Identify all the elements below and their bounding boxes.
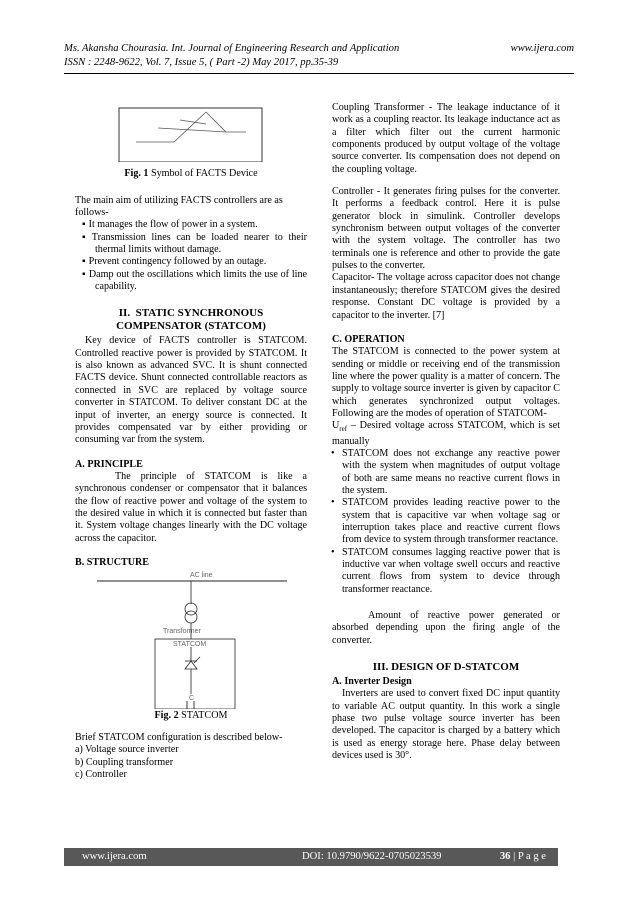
fig1-caption xyxy=(75,168,307,180)
left-column xyxy=(75,100,307,781)
page-number: 36 xyxy=(499,851,511,862)
mode-text: STATCOM does not exchange any reactive power with the system when magnitudes of output voltage of both are same means no reactive current flows in the system. xyxy=(342,447,560,496)
facts-aim: The main aim of utilizing FACTS controllers are as follows- xyxy=(75,194,283,219)
fig1-figure xyxy=(118,100,307,166)
transformer-label: Transformer xyxy=(163,628,201,636)
section2-title xyxy=(75,307,307,333)
issn-line: ISSN : 2248-9622, Vol. 7, Issue 5, ( Part -2) May 2017, pp.35-39 xyxy=(64,56,339,68)
page-header xyxy=(64,42,574,69)
list-item: ▪ Prevent contingency followed by an outage. xyxy=(75,256,307,268)
brief-config: Brief STATCOM configuration is described below- xyxy=(75,731,283,743)
footer-doi[interactable]: DOI: 10.9790/9622-0705023539 xyxy=(302,851,442,862)
coupling-transformer-para: Coupling Transformer - The leakage inductance of it work as a coupling reactor. Its leakage inductance act as a filter which filter out the current harmonic components produced by output voltage of the voltage source converter. Its compensation does not depend on the coupling voltage. xyxy=(332,102,560,175)
bullet-icon: • xyxy=(331,447,335,459)
principle-body: The principle of STATCOM is like a synchronous condenser or compensator that it balances the flow of reactive power and voltage of the system to the desired value in which it is connected but faster than it. System voltage changes linearly with the DC voltage across the capacitor. xyxy=(75,470,307,544)
principle-heading: A. PRINCIPLE xyxy=(75,458,143,470)
structure-heading: B. STRUCTURE xyxy=(75,556,150,568)
mode-text: STATCOM consumes lagging reactive power that is inductive var when voltage swell occurs and reactive current flows from system to device through transformer reactance. xyxy=(342,546,560,595)
footer-page xyxy=(500,848,558,866)
capacitor-para: Capacitor- The voltage across capacitor does not change instantaneously; therefore STATCOM gives the desired response. Constant DC voltage is provided by a capacitor to the inverter. [7] xyxy=(332,272,560,321)
page-footer xyxy=(64,848,558,866)
uref-symbol: U xyxy=(332,420,340,432)
uref-subscript: ref xyxy=(339,425,348,434)
list-item: b) Coupling transformer xyxy=(75,756,174,768)
operation-body: The STATCOM is connected to the power system at sending or middle or receiving end of the transmission line where the power quality is a matter of concern. The supply to voltage source inverter is given by capacitor C which generates synchronized output voltages. Following are the modes of operation of STATCOM- xyxy=(332,346,560,419)
statcom-label: STATCOM xyxy=(173,641,207,649)
operation-modes-list xyxy=(332,448,560,596)
inverter-body: Inverters are used to convert fixed DC input quantity to variable AC output quantity. In this work a single phase two pulse voltage source inverter has been developed. The capacitor is charged by a battery which is used as energy storage here. Phase delay between devices used is 30°. xyxy=(332,688,560,762)
bullet-icon: • xyxy=(331,497,335,509)
statcom-diagram xyxy=(97,569,287,709)
controller-para: Controller - It generates firing pulses for the converter. It performs a feedback control. Here it is pulse generator block in simulink. Controller develops synchronism between output voltages of the converter with the system voltage. The controller has two terminals one is reference and other to provide the gate pulses to the converter. xyxy=(332,186,560,272)
list-item: c) Controller xyxy=(75,769,127,780)
inverter-heading: A. Inverter Design xyxy=(332,676,412,688)
amount-para: Amount of reactive power generated or absorbed depending upon the firing angle of the converter. xyxy=(332,610,560,646)
journal-website[interactable]: www.ijera.com xyxy=(510,43,574,54)
section2-body: Key device of FACTS controller is STATCOM. Controlled reactive power is provided by STATCOM. It is also known as advanced SVC. It is shunt connected FACTS device. Shunt connected controllable reactors as connected in SVC are replaced by voltage source converter in STATCOM. To deliver constant DC at the input of inverter, an energy source is connected. It provides compensated var by either providing or consuming var from the system. xyxy=(75,335,307,446)
facts-aims-list xyxy=(75,219,307,293)
journal-title: Ms. Akansha Chourasia. Int. Journal of Engineering Research and Application xyxy=(64,43,400,54)
page-word: | P a g e xyxy=(510,851,546,862)
fig2-figure xyxy=(97,569,307,713)
facts-symbol-diagram xyxy=(118,100,264,162)
footer-website[interactable]: www.ijera.com xyxy=(82,851,147,862)
section2-title-line2: COMPENSATOR (STATCOM) xyxy=(116,320,266,333)
list-item xyxy=(332,497,560,546)
ac-line-label: AC line xyxy=(190,572,213,580)
mode-text: STATCOM provides leading reactive power to the system that is capacitive var when voltage sag or interruption takes place and reactive current flows from device to system through transformer reactance. xyxy=(342,497,560,546)
fig2-label: Fig. 2 xyxy=(154,709,179,721)
list-item: ▪ Transmission lines can be loaded nearer to their thermal limits without damage. xyxy=(75,232,307,257)
fig1-label: Fig. 1 xyxy=(124,168,149,180)
fig2-caption-text: STATCOM xyxy=(181,709,228,721)
fig1-caption-text: Symbol of FACTS Device xyxy=(151,168,258,180)
section2-title-line1: II. STATIC SYNCHRONOUS xyxy=(118,307,264,320)
capacitor-label: C xyxy=(189,695,195,703)
list-item: ▪ It manages the flow of power in a system. xyxy=(75,219,307,231)
right-column xyxy=(332,102,560,763)
header-divider xyxy=(64,73,574,74)
section3-title: III. DESIGN OF D-STATCOM xyxy=(372,661,520,674)
bullet-icon: • xyxy=(331,546,335,558)
list-item: ▪ Damp out the oscillations which limits the use of line capability. xyxy=(75,269,307,294)
list-item: a) Voltage source inverter xyxy=(75,744,179,756)
list-item xyxy=(332,547,560,596)
operation-heading: C. OPERATION xyxy=(332,333,405,345)
statcom-box xyxy=(155,639,235,709)
list-item xyxy=(332,448,560,497)
uref-definition xyxy=(332,420,560,448)
uref-text: – Desired voltage across STATCOM, which is set manually xyxy=(332,420,560,447)
